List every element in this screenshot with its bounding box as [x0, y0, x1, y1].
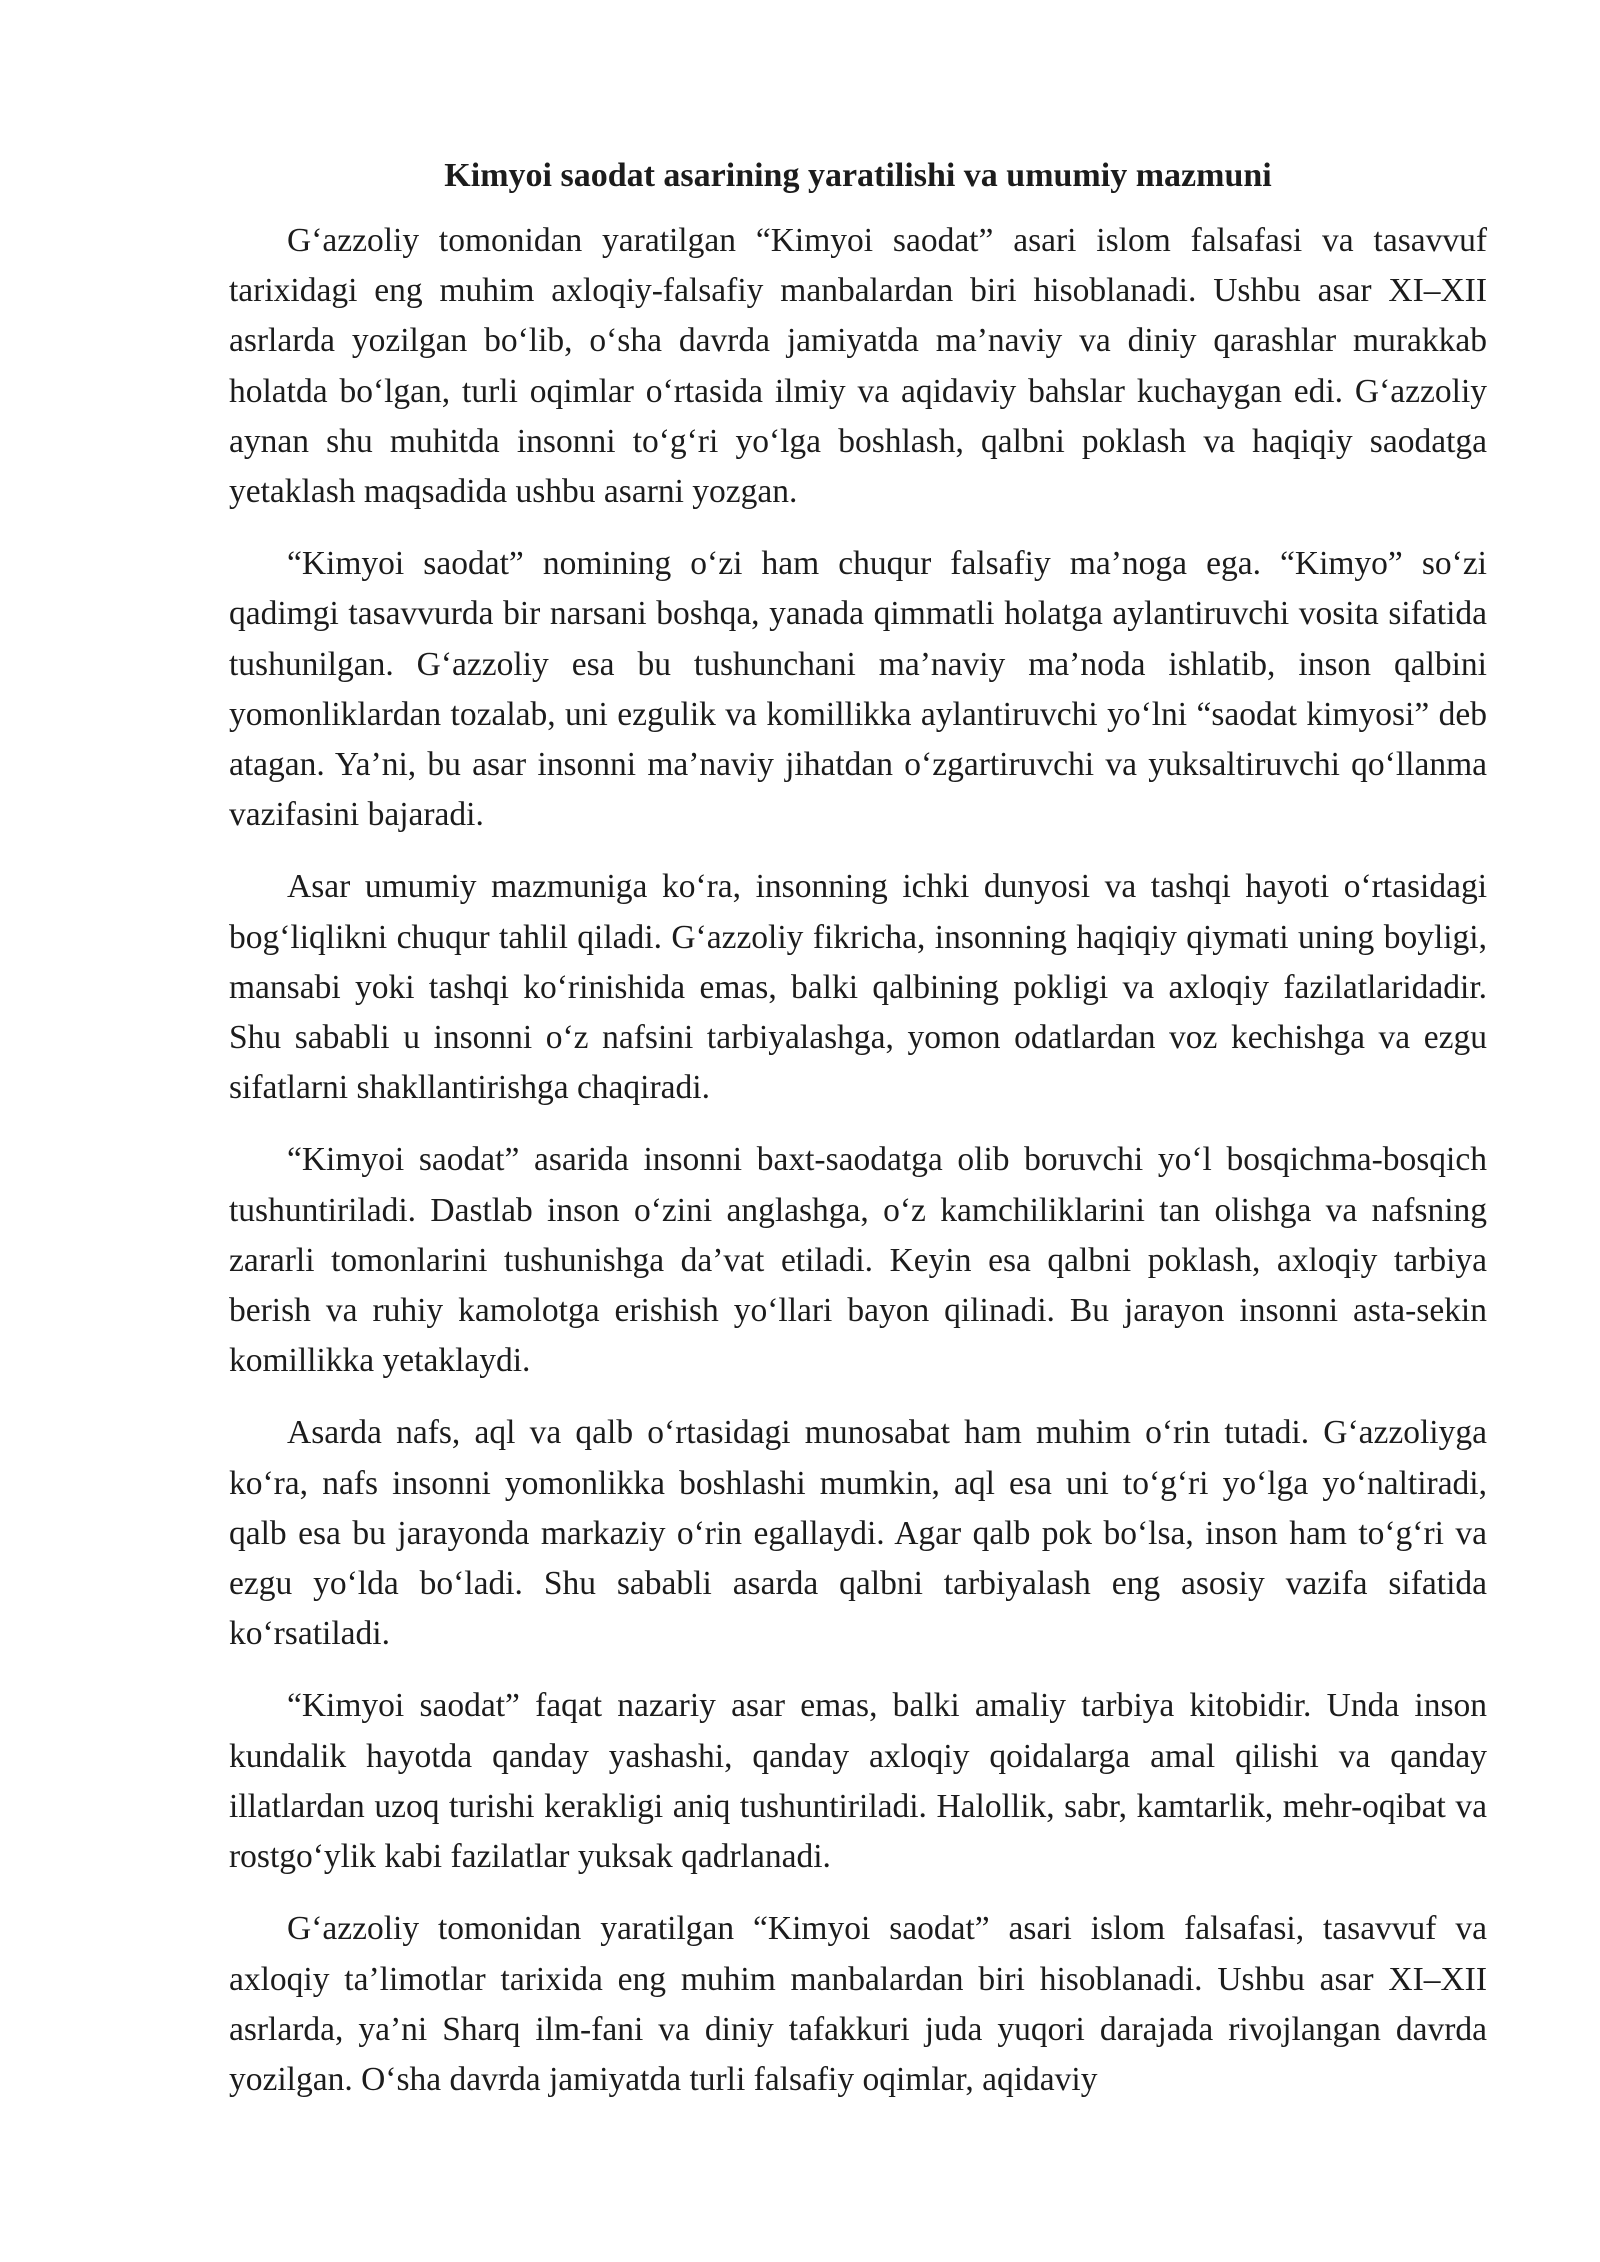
- paragraph-4: “Kimyoi saodat” asarida insonni baxt-saodatga olib boruvchi yo‘l bosqichma-bosqich tushuntiriladi. Dastlab inson o‘zini anglashga, o‘z kamchiliklarini tan olishga va nafsning zararli tomonlarini tushunishga da’vat etiladi. Keyin esa qalbni poklash, axloqiy tarbiya berish va ruhiy kamolotga erishish yo‘llari bayon qilinadi. Bu jarayon insonni asta-sekin komillikka yetaklaydi.: [229, 1141, 1487, 1380]
- document-title: Kimyoi saodat asarining yaratilishi va umumiy mazmuni: [444, 157, 1272, 194]
- paragraph-6: “Kimyoi saodat” faqat nazariy asar emas, balki amaliy tarbiya kitobidir. Unda inson kundalik hayotda qanday yashashi, qanday axloqiy qoidalarga amal qilishi va qanday illatlardan uzoq turishi kerakligi aniq tushuntiriladi. Halollik, sabr, kamtarlik, mehr-oqibat va rostgo‘ylik kabi fazilatlar yuksak qadrlanadi.: [229, 1687, 1487, 1876]
- paragraph-5: Asarda nafs, aql va qalb o‘rtasidagi munosabat ham muhim o‘rin tutadi. G‘azzoliyga ko‘ra, nafs insonni yomonlikka boshlashi mumkin, aql esa uni to‘g‘ri yo‘lga yo‘naltiradi, qalb esa bu jarayonda markaziy o‘rin egallaydi. Agar qalb pok bo‘lsa, inson ham to‘g‘ri va ezgu yo‘lda bo‘ladi. Shu sababli asarda qalbni tarbiyalash eng asosiy vazifa sifatida ko‘rsatiladi.: [229, 1414, 1487, 1653]
- paragraph-1: G‘azzoliy tomonidan yaratilgan “Kimyoi saodat” asari islom falsafasi va tasavvuf tarixidagi eng muhim axloqiy-falsafiy manbalardan biri hisoblanadi. Ushbu asar XI–XII asrlarda yozilgan bo‘lib, o‘sha davrda jamiyatda ma’naviy va diniy qarashlar murakkab holatda bo‘lgan, turli oqimlar o‘rtasida ilmiy va aqidaviy bahslar kuchaygan edi. G‘azzoliy aynan shu muhitda insonni to‘g‘ri yo‘lga boshlash, qalbni poklash va haqiqiy saodatga yetaklash maqsadida ushbu asarni yozgan.: [229, 222, 1487, 511]
- paragraph-3: Asar umumiy mazmuniga ko‘ra, insonning ichki dunyosi va tashqi hayoti o‘rtasidagi bog‘liqlikni chuqur tahlil qiladi. G‘azzoliy fikricha, insonning haqiqiy qiymati uning boyligi, mansabi yoki tashqi ko‘rinishida emas, balki qalbining pokligi va axloqiy fazilatlaridadir. Shu sababli u insonni o‘z nafsini tarbiyalashga, yomon odatlardan voz kechishga va ezgu sifatlarni shakllantirishga chaqiradi.: [229, 868, 1487, 1107]
- paragraph-7: G‘azzoliy tomonidan yaratilgan “Kimyoi saodat” asari islom falsafasi, tasavvuf va axloqiy ta’limotlar tarixida eng muhim manbalardan biri hisoblanadi. Ushbu asar XI–XII asrlarda, ya’ni Sharq ilm-fani va diniy tafakkuri juda yuqori darajada rivojlangan davrda yozilgan. O‘sha davrda jamiyatda turli falsafiy oqimlar, aqidaviy: [229, 1910, 1487, 2098]
- document-page: [229, 150, 1487, 2127]
- paragraph-2: “Kimyoi saodat” nomining o‘zi ham chuqur falsafiy ma’noga ega. “Kimyo” so‘zi qadimgi tasavvurda bir narsani boshqa, yanada qimmatli holatga aylantiruvchi vosita sifatida tushunilgan. G‘azzoliy esa bu tushunchani ma’naviy ma’noda ishlatib, inson qalbini yomonliklardan tozalab, uni ezgulik va komillikka aylantiruvchi yo‘lni “saodat kimyosi” deb atagan. Ya’ni, bu asar insonni ma’naviy jihatdan o‘zgartiruvchi va yuksaltiruvchi qo‘llanma vazifasini bajaradi.: [229, 545, 1487, 834]
